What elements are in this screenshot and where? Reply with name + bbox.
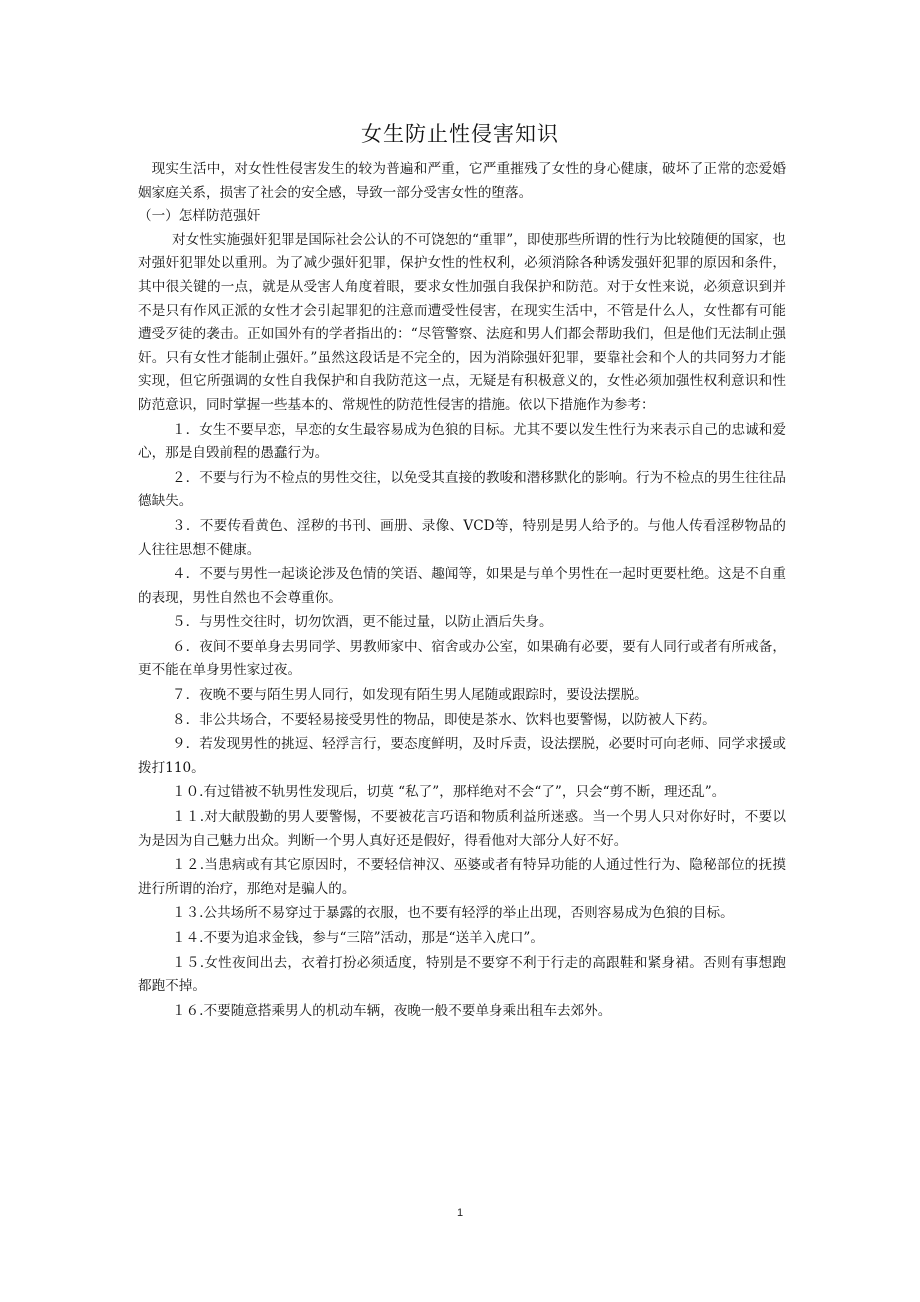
section-heading: （一）怎样防范强奸 [138, 208, 261, 225]
list-item: １５.女性夜间出去，衣着打扮必须适度，特别是不要穿不利于行走的高跟鞋和紧身裙。否则有事想跑都跑不掉。 [138, 954, 786, 995]
list-item: １３.公共场所不易穿过于暴露的衣服，也不要有轻浮的举止出现，否则容易成为色狼的目标。 [172, 905, 734, 922]
list-item: １０.有过错被不轨男性发现后，切莫 “私了”，那样绝对不会“了”，只会“剪不断，理还乱”。 [172, 784, 726, 801]
list-item: ５．与男性交往时，切勿饮酒，更不能过量，以防止酒后失身。 [172, 614, 553, 631]
document-title: 女生防止性侵害知识 [361, 122, 559, 146]
list-item: ８．非公共场合，不要轻易接受男性的物品，即使是茶水、饮料也要警惕，以防被人下药。 [172, 711, 716, 728]
list-item: １４.不要为追求金钱，参与“三陪”活动，那是“送羊入虎口”。 [172, 930, 544, 946]
intro-paragraph: 现实生活中，对女性性侵害发生的较为普遍和严重，它严重摧残了女性的身心健康，破坏了正常的恋爱婚姻家庭关系，损害了社会的安全感，导致一部分受害女性的堕落。 [138, 161, 786, 201]
document-body [138, 158, 786, 1023]
list-item: １６.不要随意搭乘男人的机动车辆，夜晚一般不要单身乘出租车去郊外。 [172, 1002, 612, 1019]
section-paragraph: 对女性实施强奸犯罪是国际社会公认的不可饶恕的“重罪”，即使那些所谓的性行为比较随便的国家，也对强奸犯罪处以重刑。为了减少强奸犯罪，保护女性的性权利，必须消除各种诱发强奸犯罪的原因和条件，其中很关键的一点，就是从受害人角度着眼，要求女性加强自我保护和防范。对于女性来说，必须意识到并不是只有作风正派的女性才会引起罪犯的注意而遭受性侵害，在现实生活中，不管是什么人，女性都有可能遭受歹徒的袭击。正如国外有的学者指出的：“尽管警察、法庭和男人们都会帮助我们，但是他们无法制止强奸。只有女性才能制止强奸。”虽然这段话是不完全的，因为消除强奸犯罪，要靠社会和个人的共同努力才能实现，但它所强调的女性自我保护和自我防范这一点，无疑是有积极意义的，女性必须加强性权利意识和性防范意识，同时掌握一些基本的、常规性的防范性侵害的措施。依以下措施作为参考： [138, 231, 786, 413]
list-item: １１.对大献殷勤的男人要警惕，不要被花言巧语和物质利益所迷惑。当一个男人只对你好时，不要以为是因为自己魅力出众。判断一个男人真好还是假好，得看他对大部分人好不好。 [138, 809, 786, 849]
list-item: ６．夜间不要单身去男同学、男教师家中、宿舍或办公室，如果确有必要，要有人同行或者有所戒备，更不能在单身男性家过夜。 [138, 638, 786, 679]
list-item: １．女生不要早恋，早恋的女生最容易成为色狼的目标。尤其不要以发生性行为来表示自己的忠诚和爱心，那是自毁前程的愚蠢行为。 [138, 421, 786, 462]
list-item: ７．夜晚不要与陌生男人同行，如发现有陌生男人尾随或跟踪时，要设法摆脱。 [172, 687, 648, 704]
list-item: ４．不要与男性一起谈论涉及色情的笑语、趣闻等，如果是与单个男性在一起时更要杜绝。这是不自重的表现，男性自然也不会尊重你。 [138, 566, 786, 606]
list-item: ２．不要与行为不检点的男性交往，以免受其直接的教唆和潜移默化的影响。行为不检点的男生往往品德缺失。 [138, 469, 786, 510]
list-item: ３．不要传看黄色、淫秽的书刊、画册、录像、VCD等，特别是男人给予的。与他人传看淫秽物品的人往往思想不健康。 [138, 517, 786, 558]
list-item: １２.当患病或有其它原因时，不要轻信神汉、巫婆或者有特异功能的人通过性行为、隐秘部位的抚摸进行所谓的治疗，那绝对是骗人的。 [138, 857, 786, 897]
list-item: ９．若发现男性的挑逗、轻浮言行，要态度鲜明，及时斥责，设法摆脱，必要时可向老师、同学求援或拨打110。 [138, 736, 786, 776]
page-number: 1 [456, 1207, 464, 1219]
